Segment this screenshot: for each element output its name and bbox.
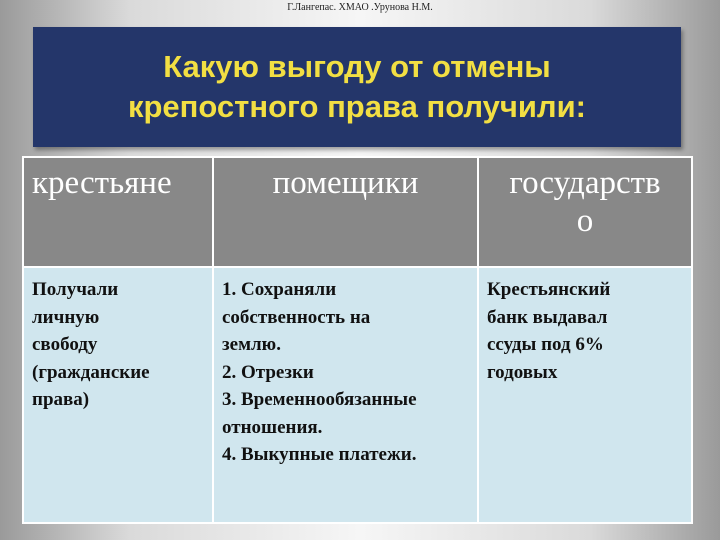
peasants-text-line: (гражданские <box>32 361 150 383</box>
state-text-line: Крестьянский <box>487 279 611 300</box>
header-landlords <box>213 157 478 267</box>
cell-peasants <box>23 267 213 523</box>
landlords-text-line: 3. Временнообязанные <box>222 389 417 410</box>
header-peasants <box>23 157 213 267</box>
table-header-row <box>23 157 692 267</box>
slide-title-box <box>33 27 681 147</box>
header-state-label-line-2: о <box>576 203 594 239</box>
landlords-text-line: собственность на <box>222 306 371 328</box>
header-state-label-line-1: государств <box>509 165 661 201</box>
author-note: Г.Лангепас. ХМАО .Урунова Н.М. <box>287 2 433 13</box>
landlords-text-line: 1. Сохраняли <box>222 279 337 300</box>
landlords-text-line: землю. <box>222 334 281 355</box>
state-text-line: банк выдавал <box>487 306 608 328</box>
header-landlords-label: помещики <box>272 165 419 201</box>
peasants-text-line: Получали <box>32 279 119 300</box>
slide-title-line-2: крепостного права получили: <box>127 89 587 124</box>
header-state <box>478 157 692 267</box>
state-text-line: ссуды под 6% <box>487 334 604 355</box>
table-body-row <box>23 267 692 523</box>
landlords-text-line: 4. Выкупные платежи. <box>222 444 417 465</box>
peasants-text-line: свободу <box>32 334 98 355</box>
peasants-text-line: личную <box>32 306 100 328</box>
peasants-text-line: права) <box>32 389 90 410</box>
slide-title-line-1: Какую выгоду от отмены <box>163 49 551 84</box>
header-peasants-label: крестьяне <box>32 165 172 201</box>
cell-state <box>478 267 692 523</box>
cell-landlords <box>213 267 478 523</box>
state-text-line: годовых <box>487 361 558 383</box>
landlords-text-line: отношения. <box>222 416 323 438</box>
landlords-text-line: 2. Отрезки <box>222 361 314 383</box>
benefits-table <box>22 156 693 524</box>
